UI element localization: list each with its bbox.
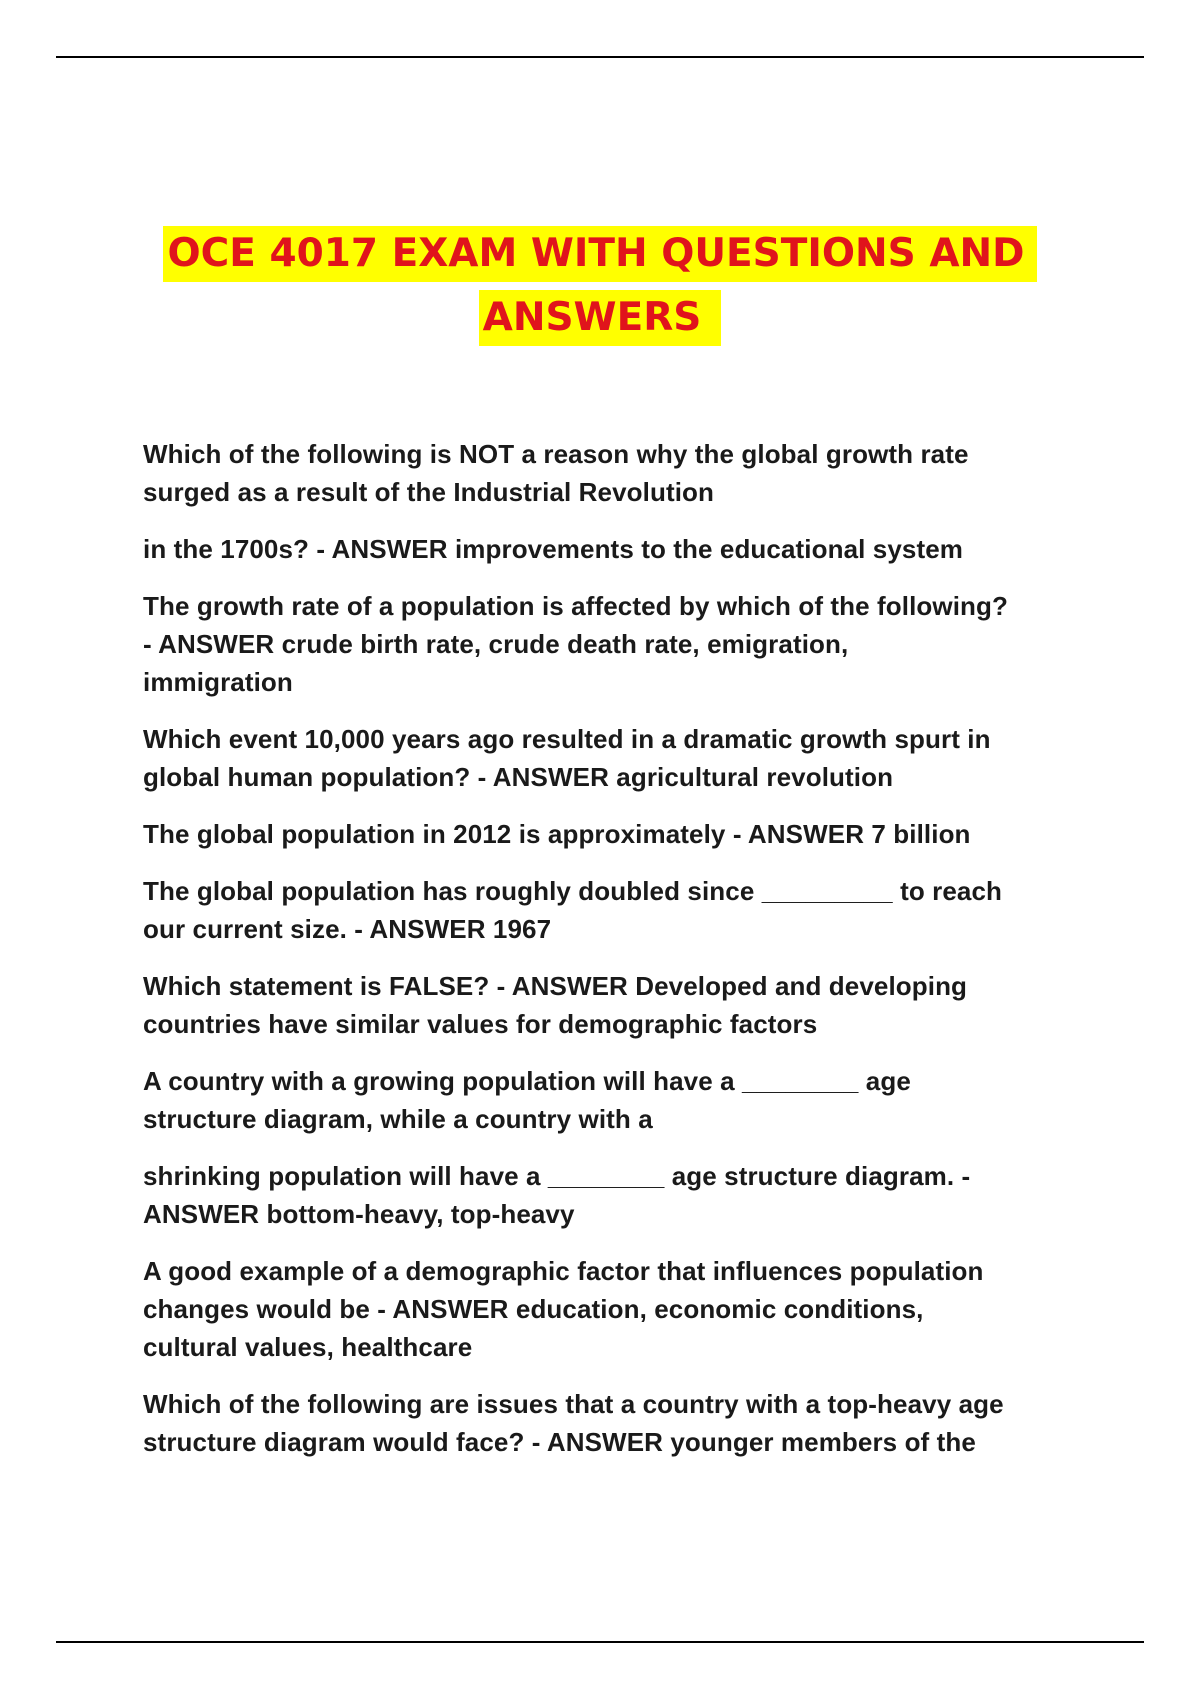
paragraph-9: shrinking population will have a ________ age structure diagram. - ANSWER bottom-heavy, top-heavy [143, 1161, 971, 1229]
paragraph-11: Which of the following are issues that a country with a top-heavy age structure diagram would face? - ANSWER younger members of the [143, 1389, 1004, 1457]
paragraph-2: in the 1700s? - ANSWER improvements to the educational system [143, 534, 963, 564]
paragraph-4: Which event 10,000 years ago resulted in a dramatic growth spurt in global human population? - ANSWER agricultural revolution [143, 724, 991, 792]
bottom-rule [56, 1641, 1144, 1643]
title-line-2: ANSWERS [479, 290, 722, 346]
paragraph-3: The growth rate of a population is affected by which of the following? - ANSWER crude birth rate, crude death rate, emigration, immigration [143, 591, 1008, 697]
paragraph-5: The global population in 2012 is approximately - ANSWER 7 billion [143, 819, 971, 849]
paragraph-10: A good example of a demographic factor that influences population changes would be - ANSWER education, economic conditions, cultural values, healthcare [143, 1256, 984, 1362]
top-rule [56, 56, 1144, 58]
paragraph-7: Which statement is FALSE? - ANSWER Developed and developing countries have similar values for demographic factors [143, 971, 968, 1039]
paragraph-8: A country with a growing population will have a ________ age structure diagram, while a country with a [143, 1066, 911, 1134]
paragraph-1: Which of the following is NOT a reason why the global growth rate surged as a result of the Industrial Revolution [143, 439, 969, 507]
paragraph-6: The global population has roughly doubled since _________ to reach our current size. - ANSWER 1967 [143, 876, 1003, 944]
document-body [143, 435, 1143, 1480]
title-line-1: OCE 4017 EXAM WITH QUESTIONS AND [163, 226, 1036, 282]
document-title [0, 226, 1200, 346]
